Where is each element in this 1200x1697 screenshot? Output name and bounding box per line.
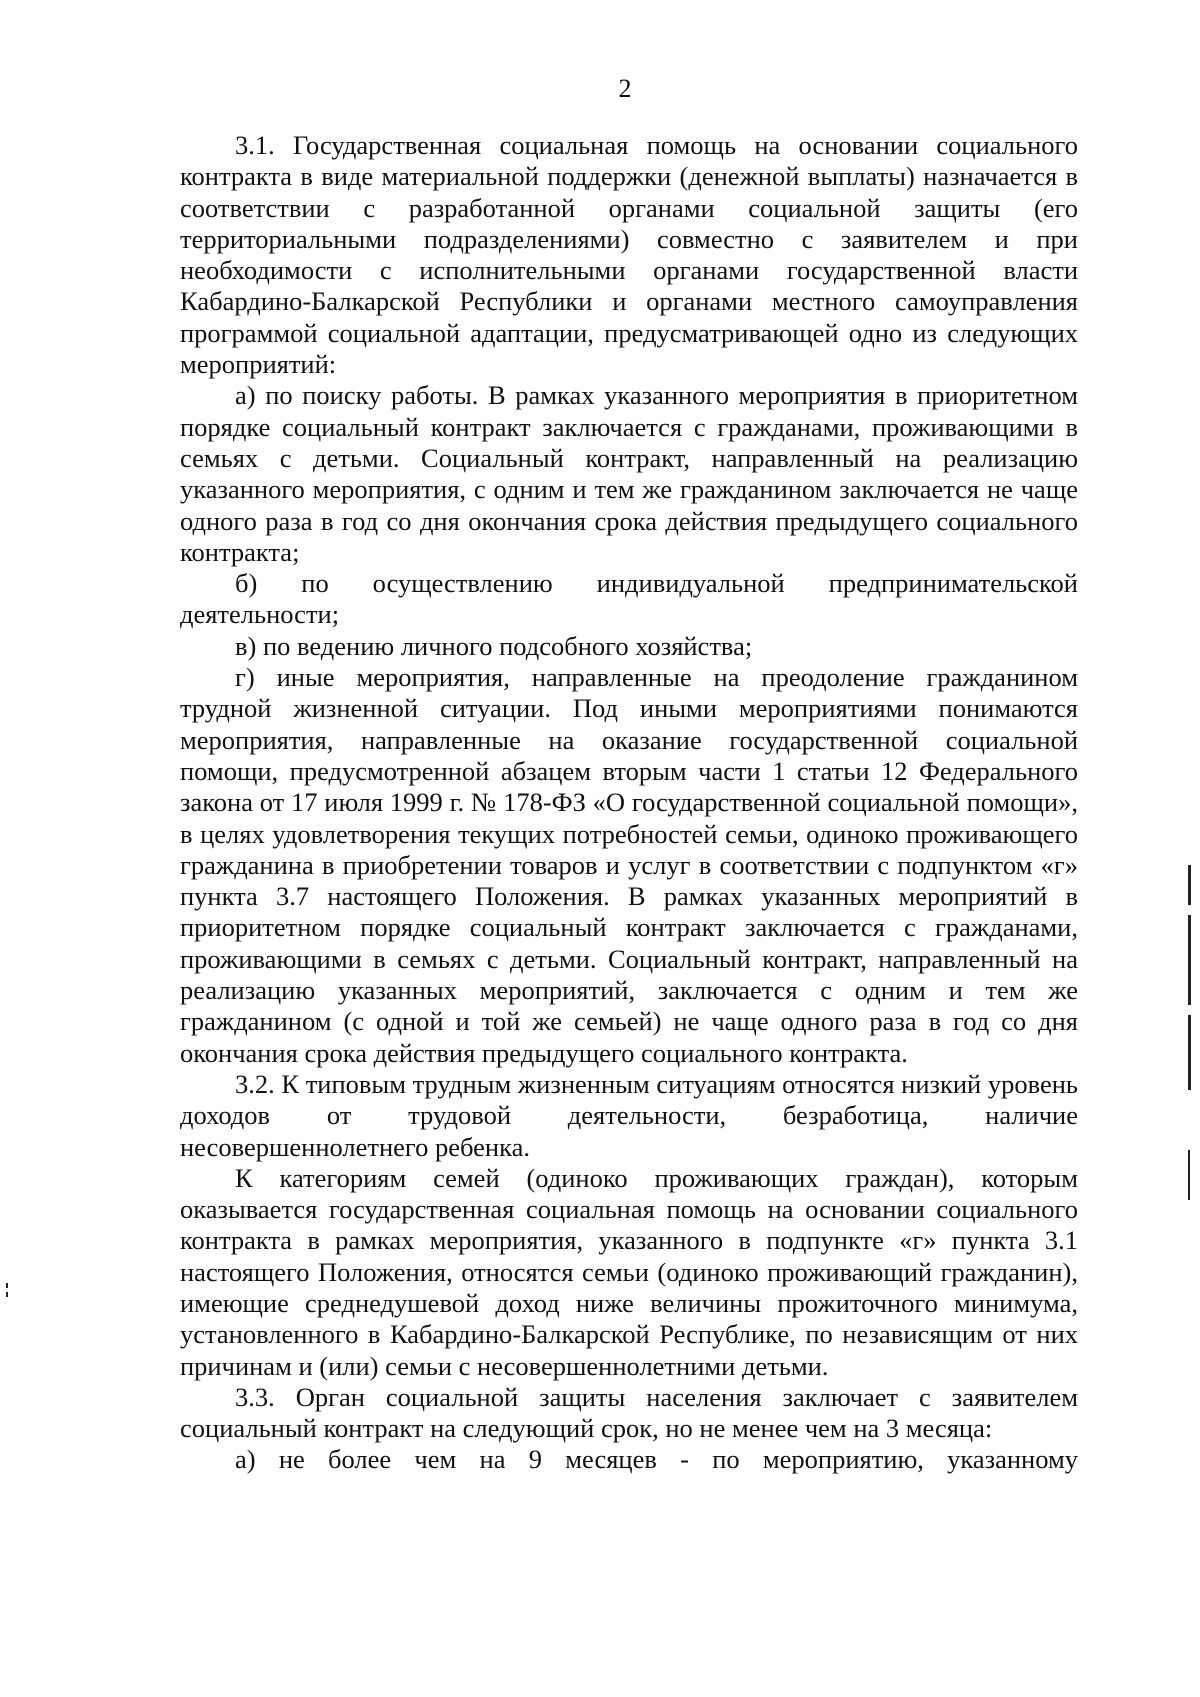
scan-edge-mark [6, 1283, 8, 1288]
paragraph-3-1-g: г) иные мероприятия, направленные на преодоление гражданином трудной жизненной ситуации. Под иными мероприятиями понимаются мероприятия, направленные на оказание государственной социальной помощи, предусмотренной абзацем вторым части 1 статьи 12 Федерального закона от 17 июля 1999 г. № 178-ФЗ «О государственной социальной помощи», в целях удовлетворения текущих потребностей семьи, одиноко проживающего гражданина в приобретении товаров и услуг в соответствии с подпунктом «г» пункта 3.7 настоящего Положения. В рамках указанных мероприятий в приоритетном порядке социальный контракт заключается с гражданами, проживающими в семьях с детьми. Социальный контракт, направленный на реализацию указанных мероприятий, заключается с одним и тем же гражданином (с одной и той же семьей) не чаще одного раза в год со дня окончания срока действия предыдущего социального контракта. [180, 662, 1078, 1068]
scan-edge-mark [1188, 1150, 1190, 1200]
page-number: 2 [618, 74, 632, 103]
paragraph-3-2-categories: К категориям семей (одиноко проживающих граждан), которым оказывается государственная социальная помощь на основании социального контракта в рамках мероприятия, указанного в подпункте «г» пункта 3.1 настоящего Положения, относятся семьи (одиноко проживающий гражданин), имеющие среднедушевой доход ниже величины прожиточного минимума, установленного в Кабардино-Балкарской Республике, по независящим от них причинам и (или) семьи с несовершеннолетними детьми. [180, 1162, 1078, 1381]
paragraph-3-3: 3.3. Орган социальной защиты населения заключает с заявителем социальный контракт на следующий срок, но не менее чем на 3 месяца: [180, 1381, 1078, 1444]
paragraph-3-1-v: в) по ведению личного подсобного хозяйства; [235, 630, 753, 661]
paragraph-3-1: 3.1. Государственная социальная помощь на основании социального контракта в виде материальной поддержки (денежной выплаты) назначается в соответствии с разработанной органами социальной защиты (его территориальными подразделениями) совместно с заявителем и при необходимости с исполнительными органами государственной власти Кабардино-Балкарской Республики и органами местного самоуправления программой социальной адаптации, предусматривающей одно из следующих мероприятий: [180, 130, 1078, 380]
scan-edge-mark [1188, 865, 1191, 905]
scan-edge-mark [1188, 915, 1191, 1005]
paragraph-3-2: 3.2. К типовым трудным жизненным ситуациям относятся низкий уровень доходов от трудовой деятельности, безработица, наличие несовершеннолетнего ребенка. [180, 1068, 1078, 1162]
paragraph-3-1-b: б) по осуществлению индивидуальной предпринимательской деятельности; [180, 568, 1078, 630]
paragraph-3-1-a: а) по поиску работы. В рамках указанного мероприятия в приоритетном порядке социальный контракт заключается с гражданами, проживающими в семьях с детьми. Социальный контракт, направленный на реализацию указанного мероприятия, с одним и тем же гражданином заключается не чаще одного раза в год со дня окончания срока действия предыдущего социального контракта; [180, 380, 1078, 567]
scan-edge-mark [6, 1292, 8, 1297]
document-body [180, 130, 1078, 1476]
scan-edge-mark [1188, 1015, 1191, 1090]
paragraph-3-3-a: а) не более чем на 9 месяцев - по мероприятию, указанному [235, 1444, 1078, 1475]
